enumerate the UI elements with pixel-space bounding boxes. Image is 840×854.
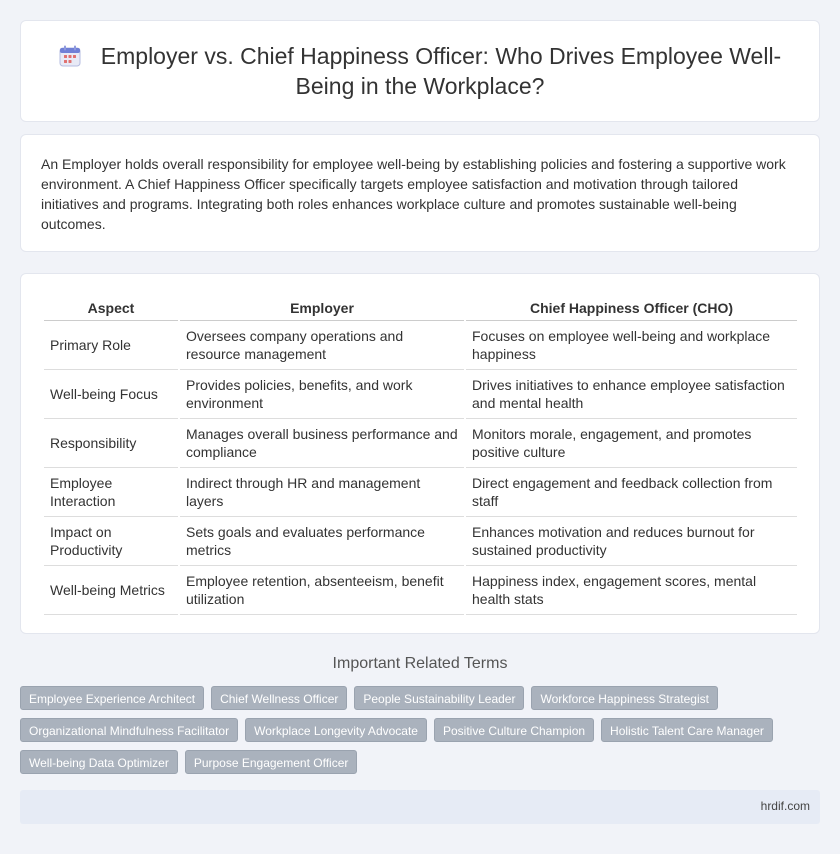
- header-aspect: Aspect: [44, 294, 178, 321]
- related-term-tag[interactable]: Workplace Longevity Advocate: [245, 718, 427, 742]
- related-term-tag[interactable]: Purpose Engagement Officer: [185, 750, 358, 774]
- title-card: [20, 20, 820, 122]
- table-cell: Employee Interaction: [44, 468, 178, 517]
- comparison-card: [20, 273, 820, 634]
- related-terms-title: Important Related Terms: [332, 655, 508, 672]
- related-term-tag[interactable]: Positive Culture Champion: [434, 718, 594, 742]
- comparison-table: [42, 294, 799, 615]
- table-cell: Responsibility: [44, 419, 178, 468]
- table-cell: Primary Role: [44, 321, 178, 370]
- table-cell: Manages overall business performance and compliance: [180, 419, 464, 468]
- calendar-icon: [59, 45, 81, 67]
- table-cell: Sets goals and evaluates performance metrics: [180, 517, 464, 566]
- table-cell: Enhances motivation and reduces burnout for sustained productivity: [466, 517, 797, 566]
- table-cell: Employee retention, absenteeism, benefit utilization: [180, 566, 464, 615]
- related-terms-list: [20, 686, 820, 774]
- related-term-tag[interactable]: Organizational Mindfulness Facilitator: [20, 718, 238, 742]
- intro-text: An Employer holds overall responsibility for employee well-being by establishing policies and fostering a supportive work environment. A Chief Happiness Officer specifically targets employee satisfaction and motivation through tailored initiatives and programs. Integrating both roles enhances workplace culture and promotes sustainable well-being outcomes.: [41, 156, 786, 232]
- table-header-row: [44, 294, 797, 321]
- page-title: [51, 41, 789, 101]
- table-row: [44, 370, 797, 419]
- header-cho: Chief Happiness Officer (CHO): [466, 294, 797, 321]
- table-row: [44, 566, 797, 615]
- table-row: [44, 321, 797, 370]
- related-term-tag[interactable]: Chief Wellness Officer: [211, 686, 347, 710]
- page-title-text: Employer vs. Chief Happiness Officer: Who Drives Employee Well-Being in the Workplace?: [100, 43, 782, 99]
- related-term-tag[interactable]: People Sustainability Leader: [354, 686, 524, 710]
- related-term-tag[interactable]: Workforce Happiness Strategist: [531, 686, 718, 710]
- table-cell: Monitors morale, engagement, and promotes positive culture: [466, 419, 797, 468]
- header-employer: Employer: [180, 294, 464, 321]
- intro-card: [20, 134, 820, 252]
- footer-site-link[interactable]: hrdif.com: [760, 799, 810, 813]
- footer: [20, 790, 820, 824]
- table-cell: Indirect through HR and management layers: [180, 468, 464, 517]
- table-cell: Direct engagement and feedback collection from staff: [466, 468, 797, 517]
- related-term-tag[interactable]: Well-being Data Optimizer: [20, 750, 178, 774]
- table-row: [44, 468, 797, 517]
- table-row: [44, 517, 797, 566]
- table-cell: Well-being Metrics: [44, 566, 178, 615]
- table-cell: Impact on Productivity: [44, 517, 178, 566]
- table-cell: Well-being Focus: [44, 370, 178, 419]
- related-term-tag[interactable]: Employee Experience Architect: [20, 686, 204, 710]
- table-cell: Provides policies, benefits, and work environment: [180, 370, 464, 419]
- table-cell: Drives initiatives to enhance employee satisfaction and mental health: [466, 370, 797, 419]
- table-row: [44, 419, 797, 468]
- table-cell: Focuses on employee well-being and workplace happiness: [466, 321, 797, 370]
- table-cell: Happiness index, engagement scores, mental health stats: [466, 566, 797, 615]
- related-term-tag[interactable]: Holistic Talent Care Manager: [601, 718, 773, 742]
- table-cell: Oversees company operations and resource management: [180, 321, 464, 370]
